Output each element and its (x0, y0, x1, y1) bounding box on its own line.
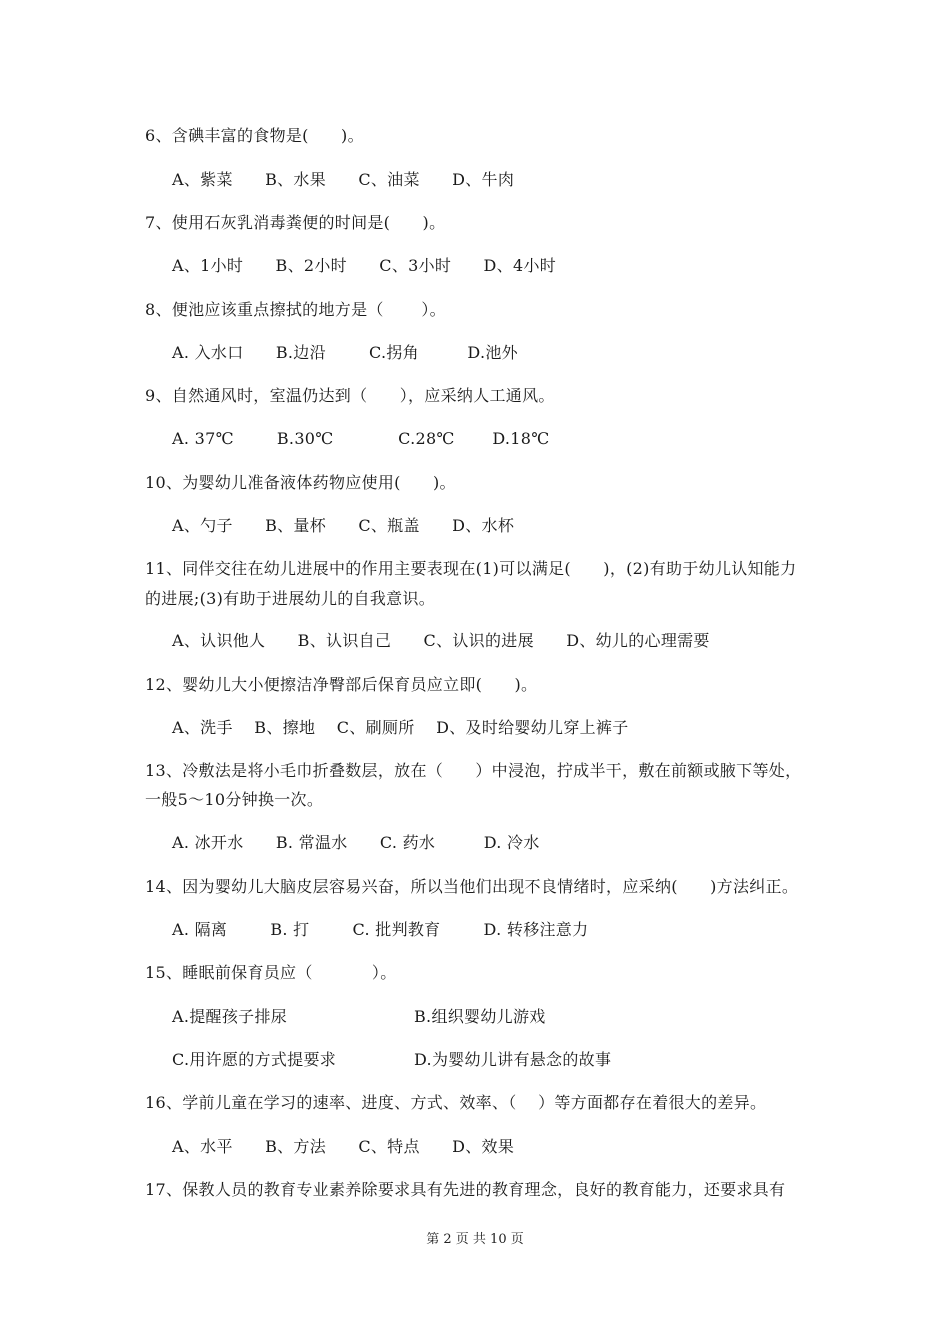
question-14-stem: 14、因为婴幼儿大脑皮层容易兴奋，所以当他们出现不良情绪时，应采纳( )方法纠正。 (145, 877, 799, 896)
page-footer: 第 2 页 共 10 页 (426, 1232, 524, 1247)
question-15-option-d: D.为婴幼儿讲有悬念的故事 (414, 1050, 612, 1069)
question-8-stem: 8、便池应该重点擦拭的地方是（ ）。 (145, 300, 446, 319)
question-14-options: A. 隔离 B. 打 C. 批判教育 D. 转移注意力 (172, 920, 589, 939)
question-7-stem: 7、使用石灰乳消毒粪便的时间是( )。 (145, 213, 446, 232)
question-12-options: A、洗手 B、擦地 C、刷厕所 D、及时给婴幼儿穿上裤子 (172, 718, 629, 737)
question-6-stem: 6、含碘丰富的食物是( )。 (145, 126, 364, 145)
question-9-options: A. 37℃ B.30℃ C.28℃ D.18℃ (172, 429, 550, 448)
question-13-stem-continued: 一般5～10分钟换一次。 (145, 790, 324, 809)
question-10-stem: 10、为婴幼儿准备液体药物应使用( )。 (145, 473, 456, 492)
question-11-stem: 11、同伴交往在幼儿进展中的作用主要表现在(1)可以满足( )，(2)有助于幼儿认知能力 (145, 559, 797, 578)
question-11-options: A、认识他人 B、认识自己 C、认识的进展 D、幼儿的心理需要 (172, 631, 710, 650)
question-15-option-c: C.用许愿的方式提要求 (172, 1050, 337, 1069)
question-8-options: A. 入水口 B.边沿 C.拐角 D.池外 (172, 343, 518, 362)
question-13-stem: 13、冷敷法是将小毛巾折叠数层，放在（ ）中浸泡，拧成半干，敷在前额或腋下等处， (145, 761, 802, 780)
question-12-stem: 12、婴幼儿大小便擦洁净臀部后保育员应立即( )。 (145, 675, 538, 694)
question-13-options: A. 冰开水 B. 常温水 C. 药水 D. 冷水 (172, 833, 540, 852)
question-17-stem: 17、保教人员的教育专业素养除要求具有先进的教育理念，良好的教育能力，还要求具有 (145, 1180, 786, 1199)
question-15-option-b: B.组织婴幼儿游戏 (414, 1007, 546, 1026)
question-15-option-a: A.提醒孩子排尿 (172, 1007, 288, 1026)
question-10-options: A、勺子 B、量杯 C、瓶盖 D、水杯 (172, 516, 515, 535)
question-6-options: A、紫菜 B、水果 C、油菜 D、牛肉 (172, 170, 515, 189)
question-9-stem: 9、自然通风时，室温仍达到（ ），应采纳人工通风。 (145, 386, 555, 405)
question-16-stem: 16、学前儿童在学习的速率、进度、方式、效率、（ ）等方面都存在着很大的差异。 (145, 1093, 767, 1112)
question-7-options: A、1小时 B、2小时 C、3小时 D、4小时 (172, 256, 557, 275)
question-15-stem: 15、睡眠前保育员应（ ）。 (145, 963, 397, 982)
question-16-options: A、水平 B、方法 C、特点 D、效果 (172, 1137, 515, 1156)
question-11-stem-continued: 的进展;(3)有助于进展幼儿的自我意识。 (145, 589, 436, 608)
